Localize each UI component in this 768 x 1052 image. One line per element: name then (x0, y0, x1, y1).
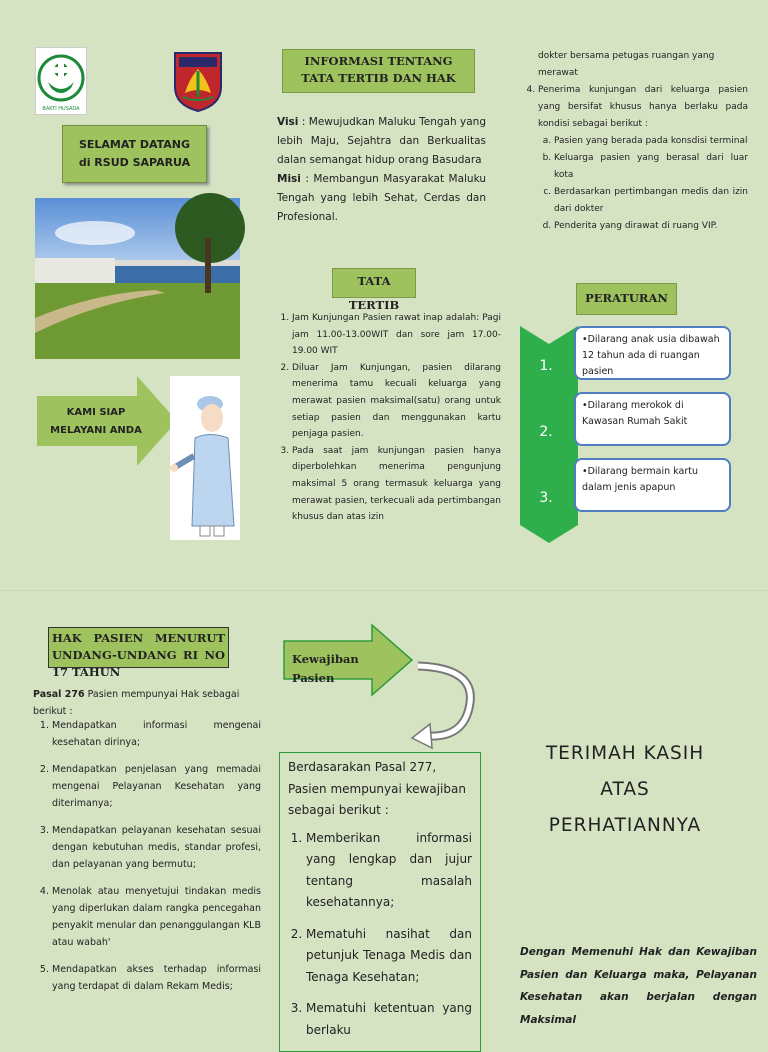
ready-text: KAMI SIAP MELAYANI ANDA (50, 407, 142, 436)
sub-list-item: b. Keluarga pasien yang berasal dari luar kota (554, 150, 748, 184)
peraturan-title: PERATURAN (576, 283, 677, 315)
nurse-illustration (170, 376, 240, 540)
list-item: 4. Penerima kunjungan dari keluarga pasien yang bersifat khusus hanya berlaku pada kondisi sebagai berikut : a. Pasien yang berada pada konsdisi terminal b. Keluarga pasien yang berasal dari luar kota c. Berdasarkan pertimbangan medis dan izin dari dokter d. Penderita yang dirawat di ruang VIP. (538, 82, 748, 235)
thank-you-heading: TERIMAH KASIH ATAS PERHATIANNYA (545, 743, 705, 836)
rule-number-1: 1. (539, 358, 553, 374)
list-item: 3. Mematuhi ketentuan yang berlaku (306, 998, 472, 1041)
kewajiban-intro: Berdasarakan Pasal 277, Pasien mempunyai kewajiban sebagai berikut : (288, 760, 466, 817)
closing-statement: Dengan Memenuhi Hak dan Kewajiban Pasien dan Keluarga maka, Pelayanan Kesehatan akan berjalan dengan Maksimal (520, 946, 757, 1026)
misi-label: Misi (277, 173, 301, 185)
kewajiban-arrow-text: Kewajiban Pasien (292, 652, 359, 685)
welcome-line1: SELAMAT DATANG (78, 138, 191, 151)
tata-tertib-title: TATA TERTIB (332, 268, 416, 298)
kewajiban-box (279, 752, 481, 1052)
list-item: 3. Mendapatkan pelayanan kesehatan sesuai dengan kebutuhan medis, standar profesi, dan pelayanan yang bermutu; (52, 822, 261, 873)
hak-pasien-list (33, 717, 261, 1005)
list-item: 4. Menolak atau menyetujui tindakan medis yang diperlukan dalam rangka pencegahan penyakit menular dan penanggulangan KLB atau wabah' (52, 883, 261, 951)
bakti-husada-logo (35, 47, 87, 115)
list-item: 1. Jam Kunjungan Pasien rawat inap adalah: Pagi jam 11.00-13.00WIT dan sore jam 17.00-19.00 WIT (292, 310, 501, 360)
regency-crest-logo (171, 49, 225, 113)
list-item: 5. Mendapatkan akses terhadap informasi yang terdapat di dalam Rekam Medis; (52, 961, 261, 995)
rule-box-3: •Dilarang bermain kartu dalam jenis apapun (574, 458, 731, 512)
welcome-banner (62, 125, 207, 183)
continued-text: dokter bersama petugas ruangan yang merawat (538, 51, 715, 78)
tata-tertib-list (277, 310, 501, 526)
list-item: 2. Mematuhi nasihat dan petunjuk Tenaga Medis dan Tenaga Kesehatan; (306, 924, 472, 989)
vision-mission (277, 113, 486, 227)
sub-list-item: d. Penderita yang dirawat di ruang VIP. (554, 218, 748, 235)
hak-pasien-title: HAK PASIEN MENURUT UNDANG-UNDANG RI NO 17 TAHUN (48, 627, 229, 668)
fold-divider (0, 590, 768, 591)
info-title: INFORMASI TENTANG TATA TERTIB DAN HAK (282, 49, 475, 93)
sub-list-item: c. Berdasarkan pertimbangan medis dan izin dari dokter (554, 184, 748, 218)
welcome-line2: di RSUD SAPARUA (78, 156, 191, 169)
pasal-276-intro: Pasal 276 Pasien mempunyai Hak sebagai berikut : (33, 689, 240, 717)
list-item: 2. Mendapatkan penjelasan yang memadai mengenai Pelayanan Kesehatan yang diterimanya; (52, 761, 261, 812)
list-item: 1. Memberikan informasi yang lengkap dan jujur tentang masalah kesehatannya; (306, 828, 472, 914)
rule-number-2: 2. (539, 424, 553, 440)
kewajiban-list (288, 828, 472, 1042)
pasal-label: Pasal 276 (33, 689, 85, 700)
rule-box-2: •Dilarang merokok di Kawasan Rumah Sakit (574, 392, 731, 446)
curved-arrow-icon (400, 658, 480, 748)
misi-text: : Membangun Masyarakat Maluku Tengah yang lebih Sehat, Cerdas dan Profesional. (277, 173, 486, 223)
rule-number-3: 3. (539, 490, 553, 506)
sub-list-item: a. Pasien yang berada pada konsdisi terminal (554, 133, 748, 150)
visit-exceptions-list (520, 82, 748, 235)
svg-text:BAKTI HUSADA: BAKTI HUSADA (42, 106, 80, 112)
hospital-photo (35, 198, 240, 359)
visi-label: Visi (277, 116, 299, 128)
rule-box-1: •Dilarang anak usia dibawah 12 tahun ada di ruangan pasien (574, 326, 731, 380)
list-item: 2. Diluar Jam Kunjungan, pasien dilarang menerima tamu kecuali keluarga yang merawat pasien maksimal(satu) orang untuk setiap pasien dan menggunakan kartu penjaga pasien. (292, 360, 501, 443)
list-item: 3. Pada saat jam kunjungan pasien hanya diperbolehkan menerima pengunjung maksimal 5 orang termasuk keluarga yang merawat pasien, terkecuali ada pertimbangan khusus dan atas izin (292, 443, 501, 526)
list-item: 1. Mendapatkan informasi mengenai kesehatan dirinya; (52, 717, 261, 751)
visi-text: : Mewujudkan Maluku Tengah yang lebih Maju, Sejahtra dan Berkualitas dalan semangat hidup orang Basudara (277, 116, 486, 166)
